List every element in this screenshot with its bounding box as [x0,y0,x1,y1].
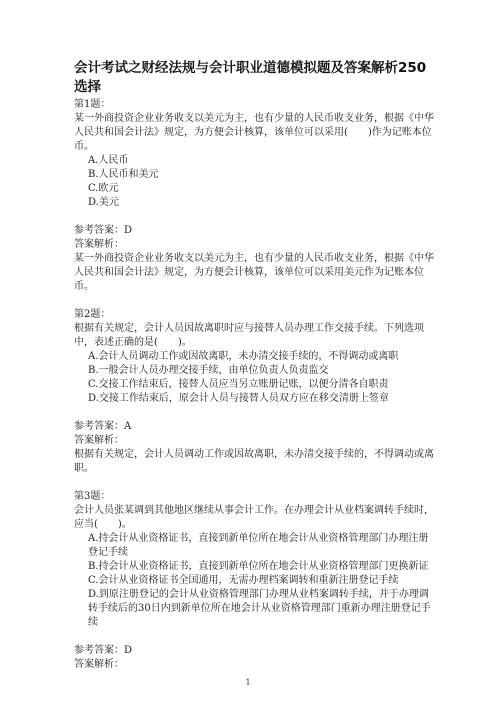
analysis-text: 根据有关规定，会计人员调动工作或因故离职，未办清交接手续的，不得调动或离职。 [74,449,434,474]
page-number: 1 [245,678,251,687]
question-label: 第1题： [74,99,111,110]
document-title: 会计考试之财经法规与会计职业道德模拟题及答案解析250 [74,60,427,76]
analysis-text: 某一外商投资企业业务收支以美元为主，也有少量的人民币收支业务，根据《中华人民共和国会计法》规定，为方便会计核算，该单位可以采用美元作为记账本位币。 [74,253,434,292]
question-label: 第3题： [74,491,111,502]
question-3 [74,490,438,672]
option-c: C.欧元 [88,183,119,194]
option-c: C.交接工作结束后，接替人员应当另立账册记账，以便分清各自职责 [88,379,389,390]
option-d: D.美元 [88,197,119,208]
option-b: B.持会计从业资格证书，直接到新单位所在地会计从业资格管理部门更换新证 [88,561,429,572]
option-d: D.到原注册登记的会计从业资格管理部门办理从业档案调转手续，并于办理调转手续后的30日内到新单位所在地会计从业资格管理部门重新办理注册登记手续 [88,589,431,628]
answer: 参考答案：D [74,225,133,236]
option-b: B.一般会计人员办理交接手续，由单位负责人负责监交 [88,365,329,376]
option-c: C.会计从业资格证书全国通用，无需办理档案调转和重新注册登记手续 [88,575,399,586]
analysis-label: 答案解析： [74,435,124,446]
answer: 参考答案：A [74,421,132,432]
option-a: A.人民币 [88,155,129,166]
option-d: D.交接工作结束后，原会计人员与接替人员双方应在移交清册上签章 [88,393,389,404]
option-a: A.持会计从业资格证书，直接到新单位所在地会计从业资格管理部门办理注册登记手续 [88,533,429,558]
analysis-label: 答案解析： [74,659,124,670]
question-label: 第2题： [74,309,111,320]
section-heading: 选择 [74,79,101,95]
question-stem: 会计人员张某调到其他地区继续从事会计工作。在办理会计从业档案调转手续时，应当( )。 [74,505,434,530]
question-2 [74,308,438,476]
option-b: B.人民币和美元 [88,169,159,180]
option-a: A.会计人员调动工作或因故离职，未办清交接手续的，不得调动或离职 [88,351,399,362]
analysis-label: 答案解析： [74,239,124,250]
question-stem: 根据有关规定，会计人员因故离职时应与接替人员办理工作交接手续。下列选项中，表述正确的是( )。 [74,323,424,348]
question-1 [74,98,438,294]
answer: 参考答案：D [74,645,133,656]
question-stem: 某一外商投资企业业务收支以美元为主，也有少量的人民币收支业务，根据《中华人民共和国会计法》规定，为方便会计核算，该单位可以采用( )作为记账本位币。 [74,113,434,152]
